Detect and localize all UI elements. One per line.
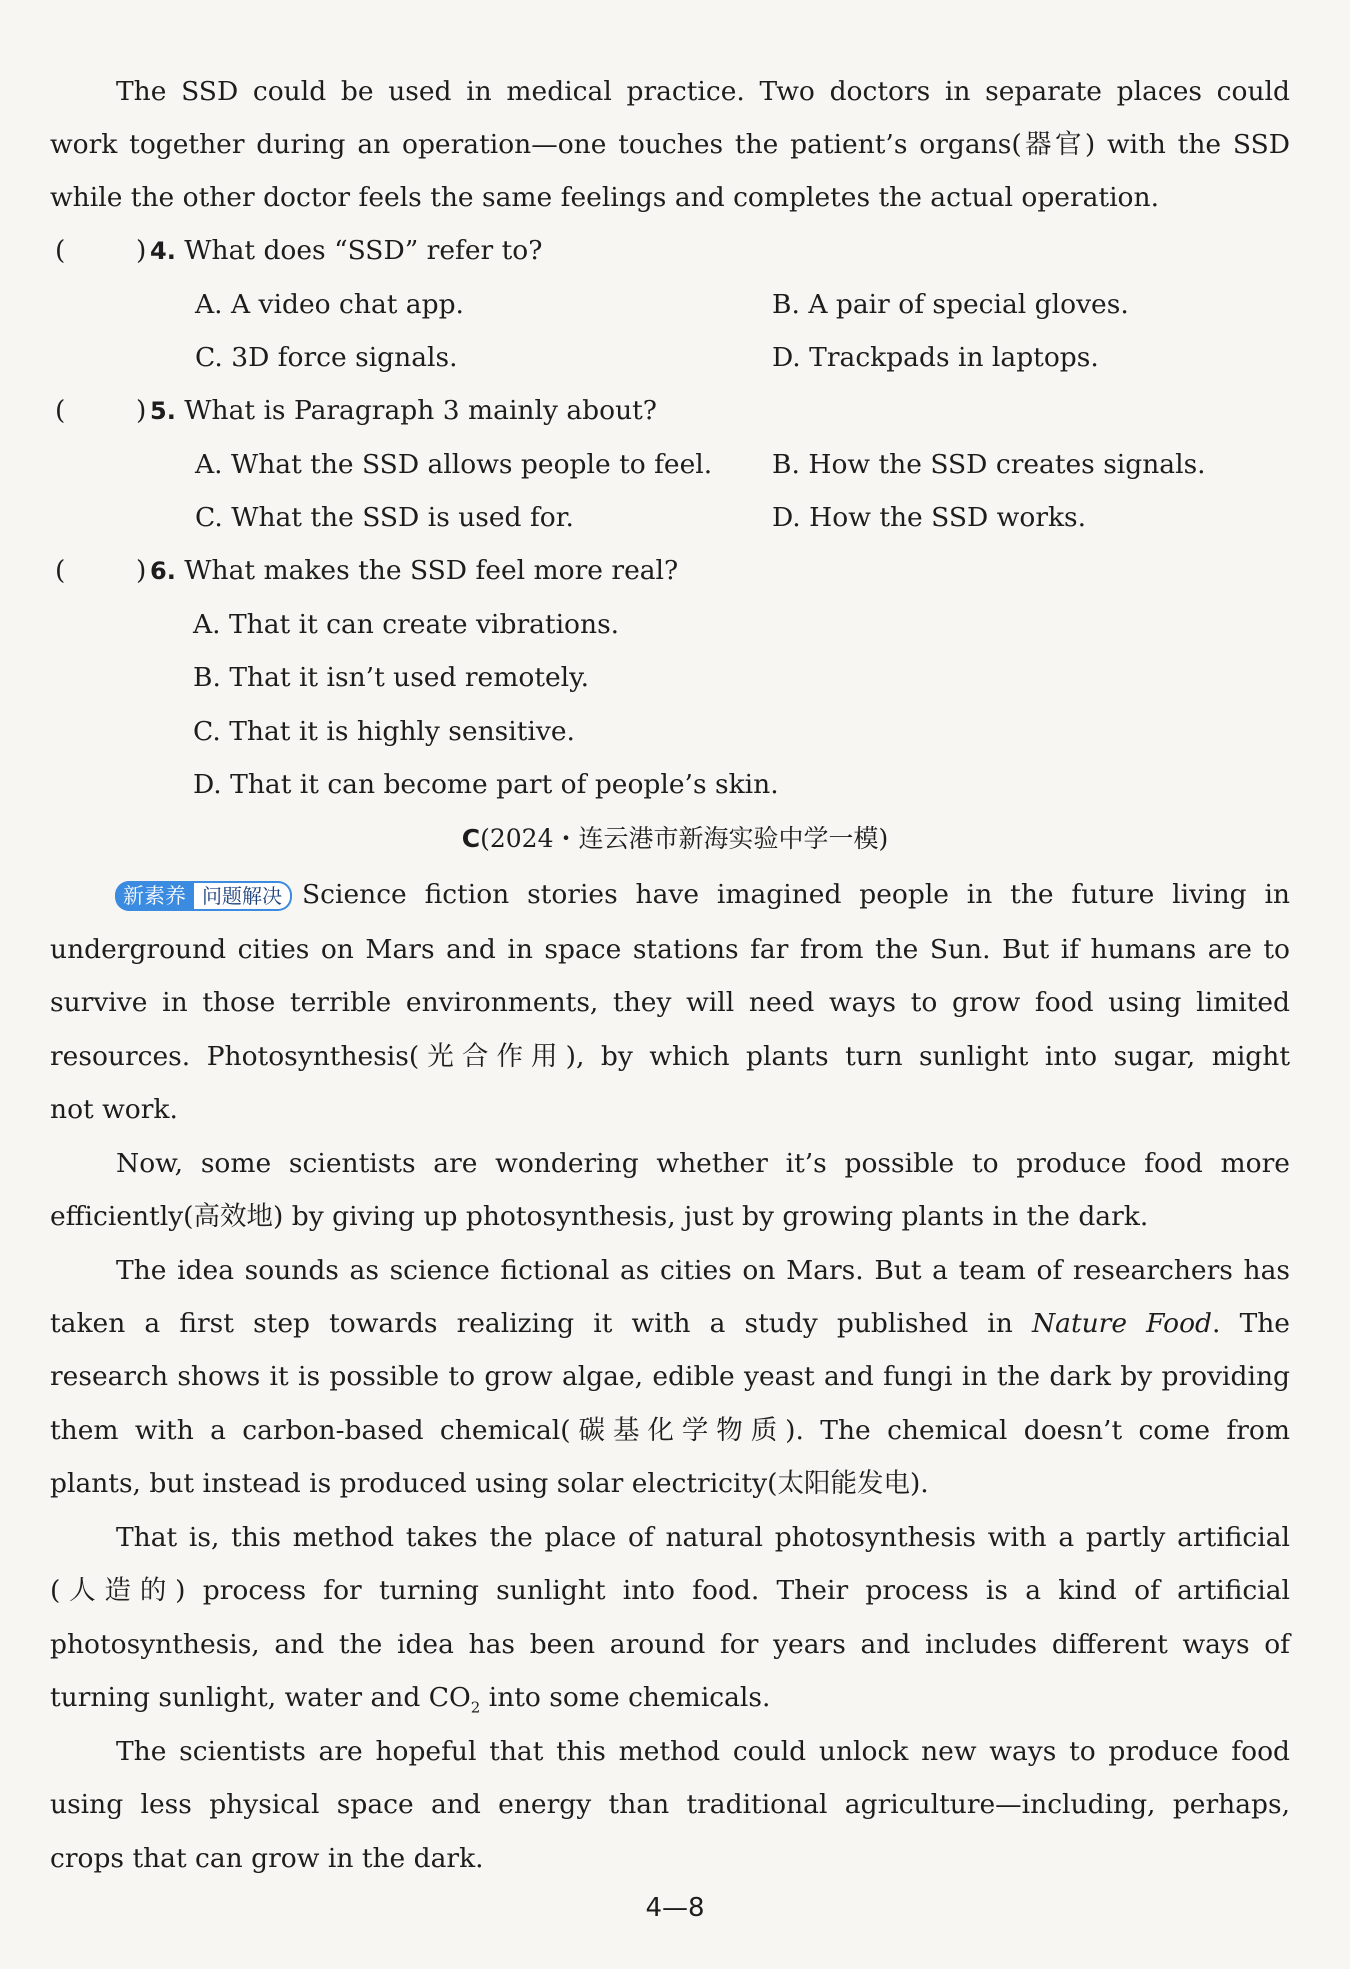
paragraph-line xyxy=(50,1678,1290,1727)
option-text: How the SSD creates signals. xyxy=(808,449,1206,480)
text-run: turning sunlight, water and CO xyxy=(50,1682,471,1713)
option-d xyxy=(772,338,1099,378)
option-a xyxy=(193,605,619,645)
option-text: A pair of special gloves. xyxy=(808,289,1129,320)
paragraph-line: while the other doctor feels the same feelings and completes the actual operation. xyxy=(50,182,1160,213)
answer-paren-close: ) xyxy=(136,235,147,266)
option-c xyxy=(195,498,574,538)
option-text: 3D force signals. xyxy=(231,342,458,373)
option-text: How the SSD works. xyxy=(809,502,1087,533)
answer-paren-close: ) xyxy=(136,555,147,586)
question-number: 4. xyxy=(150,237,176,265)
answer-paren-open: ( xyxy=(55,555,66,586)
text-run: into some chemicals. xyxy=(480,1682,771,1713)
section-title xyxy=(0,819,1350,859)
option-letter: C. xyxy=(195,342,223,373)
option-text: What the SSD is used for. xyxy=(231,502,574,533)
skill-badge xyxy=(115,881,292,911)
option-c xyxy=(193,712,575,752)
paragraph-line: photosynthesis, and the idea has been around for years and includes different ways of xyxy=(50,1629,1290,1660)
section-letter: C xyxy=(461,824,481,853)
question-stem xyxy=(150,231,542,271)
question-stem xyxy=(150,551,678,591)
option-letter: D. xyxy=(193,769,222,800)
option-b xyxy=(772,445,1206,485)
paragraph-line: crops that can grow in the dark. xyxy=(50,1843,484,1874)
badge-category: 问题解决 xyxy=(194,881,292,911)
option-text: That it isn’t used remotely. xyxy=(229,662,589,693)
paragraph-line: efficiently(高效地) by giving up photosynthesis, just by growing plants in the dark. xyxy=(50,1201,1149,1232)
text-run: . The xyxy=(1212,1308,1290,1339)
option-a xyxy=(195,285,464,325)
option-text: Trackpads in laptops. xyxy=(809,342,1099,373)
paragraph-line-with-badge xyxy=(115,875,1290,915)
option-b xyxy=(193,658,589,698)
paragraph-line: Now, some scientists are wondering whether it’s possible to produce food more xyxy=(116,1148,1290,1179)
question-text: What does “SSD” refer to? xyxy=(184,235,543,266)
option-b xyxy=(772,285,1129,325)
option-text: What the SSD allows people to feel. xyxy=(231,449,713,480)
paragraph-line: The idea sounds as science fictional as cities on Mars. But a team of researchers has xyxy=(116,1255,1290,1286)
option-text: That it can become part of people’s skin. xyxy=(230,769,779,800)
page-number: 4—8 xyxy=(645,1893,705,1923)
paragraph-line: survive in those terrible environments, they will need ways to grow food using limited xyxy=(50,987,1290,1018)
answer-paren-open: ( xyxy=(55,235,66,266)
option-text: A video chat app. xyxy=(231,289,464,320)
option-letter: A. xyxy=(193,609,221,640)
answer-paren-open: ( xyxy=(55,395,66,426)
question-number: 6. xyxy=(150,557,176,585)
journal-title: Nature Food xyxy=(1031,1308,1212,1339)
answer-paren-close: ) xyxy=(136,395,147,426)
paragraph-line: The SSD could be used in medical practice. Two doctors in separate places could xyxy=(116,76,1290,107)
option-d xyxy=(193,765,779,805)
option-a xyxy=(195,445,712,485)
option-c xyxy=(195,338,458,378)
section-source: (2024・连云港市新海实验中学一模) xyxy=(480,824,889,853)
paragraph-line: underground cities on Mars and in space stations far from the Sun. But if humans are to xyxy=(50,934,1290,965)
paragraph-line: not work. xyxy=(50,1094,178,1125)
paragraph-line: using less physical space and energy than traditional agriculture—including, perhaps, xyxy=(50,1789,1290,1820)
option-letter: D. xyxy=(772,502,801,533)
paragraph-line: them with a carbon-based chemical(碳基化学物质). The chemical doesn’t come from xyxy=(50,1415,1290,1446)
subscript: 2 xyxy=(470,1698,481,1717)
option-letter: B. xyxy=(772,289,800,320)
option-letter: B. xyxy=(772,449,800,480)
option-text: That it is highly sensitive. xyxy=(229,716,575,747)
paragraph-line: plants, but instead is produced using solar electricity(太阳能发电). xyxy=(50,1468,929,1499)
option-letter: C. xyxy=(195,502,223,533)
question-number: 5. xyxy=(150,397,176,425)
question-stem xyxy=(150,391,657,431)
option-text: That it can create vibrations. xyxy=(229,609,620,640)
paragraph-line: That is, this method takes the place of natural photosynthesis with a partly artificial xyxy=(116,1522,1290,1553)
paragraph-line: resources. Photosynthesis(光合作用), by which plants turn sunlight into sugar, might xyxy=(50,1041,1290,1072)
paragraph-text: Science fiction stories have imagined people in the future living in xyxy=(302,879,1290,910)
option-d xyxy=(772,498,1086,538)
option-letter: B. xyxy=(193,662,221,693)
paragraph-line: (人造的) process for turning sunlight into food. Their process is a kind of artificial xyxy=(50,1575,1290,1606)
paragraph-line: research shows it is possible to grow algae, edible yeast and fungi in the dark by providing xyxy=(50,1361,1290,1392)
option-letter: C. xyxy=(193,716,221,747)
question-text: What makes the SSD feel more real? xyxy=(184,555,679,586)
question-text: What is Paragraph 3 mainly about? xyxy=(184,395,657,426)
paragraph-line: work together during an operation—one touches the patient’s organs(器官) with the SSD xyxy=(50,129,1290,160)
option-letter: A. xyxy=(195,449,223,480)
text-run: taken a first step towards realizing it with a study published in xyxy=(50,1308,1032,1339)
option-letter: D. xyxy=(772,342,801,373)
paragraph-line xyxy=(50,1304,1290,1344)
paragraph-line: The scientists are hopeful that this method could unlock new ways to produce food xyxy=(116,1736,1290,1767)
badge-label: 新素养 xyxy=(115,881,194,911)
option-letter: A. xyxy=(195,289,223,320)
